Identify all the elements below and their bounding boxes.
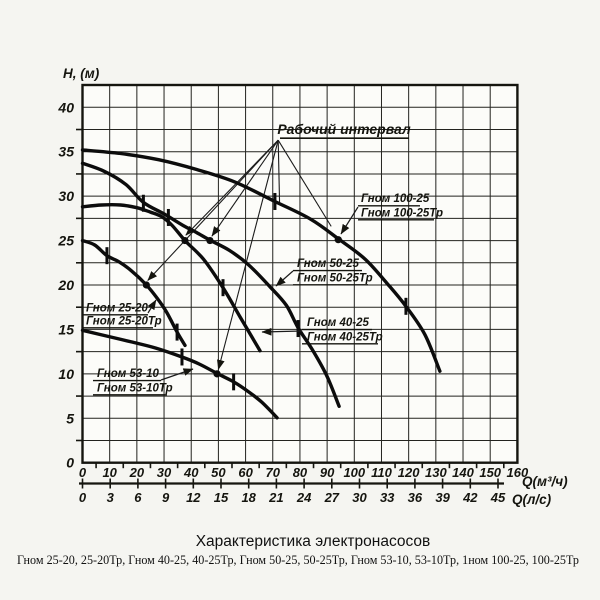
series-label-name-tr: Гном 53-10Тр [97,382,173,395]
x-tick-label-m3h: 30 [156,465,172,480]
x-tick-label-ls: 27 [324,490,340,505]
x-tick-label-m3h: 60 [238,465,253,480]
y-tick-label: 5 [66,410,74,427]
duty-point-dot [206,237,213,244]
x-tick-label-ls: 36 [407,490,423,505]
x-tick-label-ls: 9 [161,490,170,505]
duty-point-dot [335,236,342,243]
y-tick-label: 0 [66,454,74,471]
x-tick-label-ls: 3 [106,490,114,505]
y-tick-label: 20 [58,277,74,293]
x-axis-title-m3h: Q(м³/ч) [522,474,568,489]
x-tick-label-m3h: 40 [183,465,199,480]
x-tick-label-m3h: 20 [129,465,145,480]
working-interval-label: Рабочий интервал [277,121,411,137]
x-tick-label-ls: 24 [296,490,312,505]
x-tick-label-m3h: 110 [371,465,392,480]
series-label-name: Гном 25-20 [86,302,148,315]
duty-point-dot [213,370,220,377]
x-tick-label-ls: 33 [379,490,395,505]
series-label-name-tr: Гном 25-20Тр [86,315,162,328]
x-tick-label-ls: 45 [490,490,506,505]
x-tick-label-m3h: 100 [343,465,366,480]
x-tick-label-m3h: 150 [479,465,502,480]
series-label-name: Гном 40-25 [307,317,369,329]
series-label-name: Гном 50-25 [297,258,359,270]
chart-title: Характеристика электронасосов [195,533,431,550]
x-tick-label-m3h: 130 [424,465,447,480]
series-label-name: Гном 53-10 [97,368,159,380]
x-tick-label-m3h: 80 [292,465,308,480]
x-tick-label-ls: 12 [186,490,201,505]
y-tick-label: 25 [58,232,74,249]
x-tick-label-m3h: 50 [211,465,226,480]
x-tick-label-m3h: 160 [506,465,529,480]
x-tick-label-ls: 30 [352,490,367,505]
y-tick-label: 15 [58,321,74,338]
duty-point-dot [181,237,188,244]
x-tick-label-m3h: 10 [102,465,117,480]
x-tick-label-ls: 15 [213,490,229,505]
x-tick-label-m3h: 0 [78,465,87,480]
series-label-name: Гном 100-25 [361,193,430,205]
x-tick-label-m3h: 90 [319,465,335,480]
x-tick-label-m3h: 140 [452,465,474,480]
y-tick-label: 30 [58,188,74,205]
y-tick-label: 35 [58,143,74,160]
series-label-name-tr: Гном 100-25Тр [361,207,444,220]
x-tick-label-m3h: 70 [265,465,280,480]
x-tick-label-ls: 18 [241,490,256,505]
series-label-name-tr: Гном 40-25Тр [307,331,383,344]
series-label-name-tr: Гном 50-25Тр [297,272,373,285]
y-tick-label: 40 [58,99,74,116]
chart-caption: Гном 25-20, 25-20Тр, Гном 40-25, 40-25Тр, Гном 50-25, 50-25Тр, Гном 53-10, 53-10Тр, 1ном 100-25, 100-25Тр [17,552,579,567]
x-tick-label-ls: 39 [435,490,450,505]
x-axis-title-ls: Q(л/с) [512,492,552,507]
x-tick-label-m3h: 120 [397,465,420,480]
x-tick-label-ls: 0 [78,490,87,505]
y-tick-label: 10 [58,365,74,382]
y-axis-title: H, (м) [63,66,100,81]
duty-point-dot [143,281,150,288]
x-tick-label-ls: 21 [269,490,284,505]
x-tick-label-ls: 42 [463,490,478,505]
x-tick-label-ls: 6 [134,490,142,505]
